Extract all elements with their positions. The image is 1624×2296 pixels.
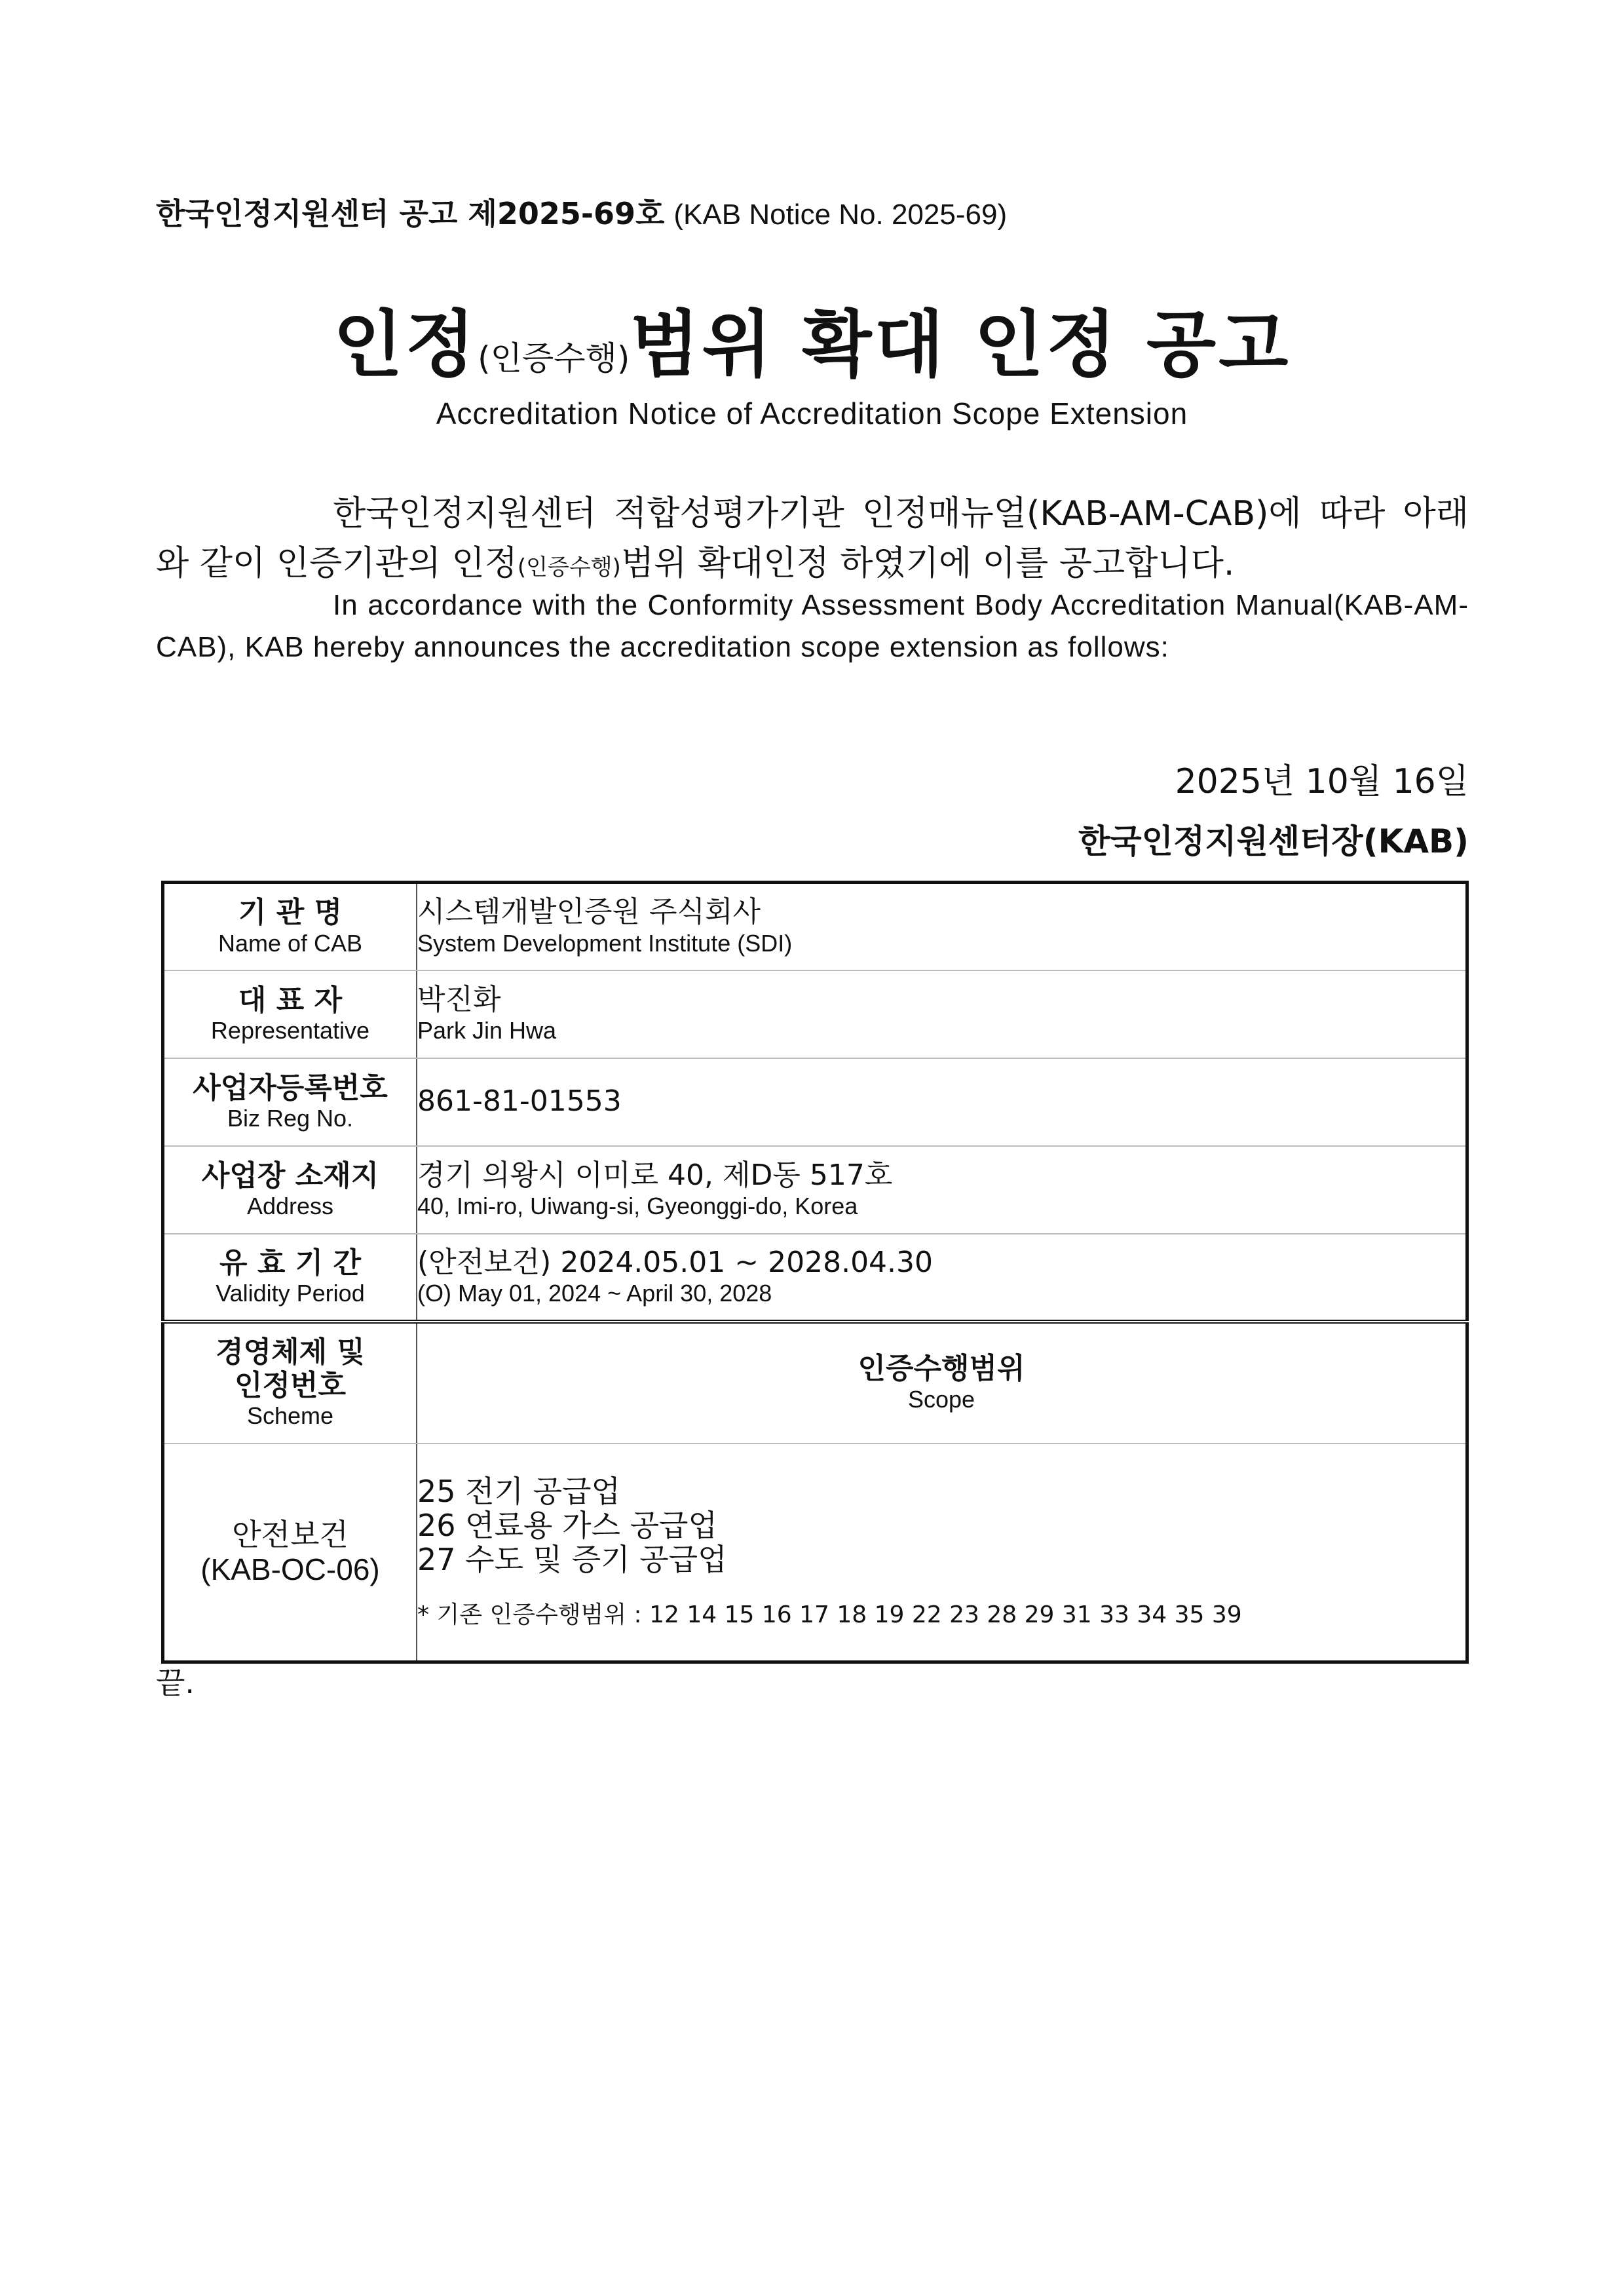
scope-header-en: Scope — [907, 1386, 975, 1413]
value-cell — [417, 883, 1467, 970]
value-cell — [417, 1234, 1467, 1322]
label-ko: 유 효 기 간 — [219, 1246, 361, 1280]
label-cell — [163, 1146, 417, 1234]
table-row-address — [163, 1146, 1467, 1234]
scheme-header-cell — [163, 1322, 417, 1444]
value-cell — [417, 970, 1467, 1058]
value-cell — [417, 1058, 1467, 1146]
notice-number-ko: 한국인정지원센터 공고 제2025-69호 — [156, 196, 665, 231]
scheme-name: 안전보건 — [232, 1516, 349, 1552]
title-part2: 범위 확대 인정 공고 — [630, 303, 1291, 387]
label-en: Representative — [210, 1017, 370, 1044]
end-mark: 끝. — [156, 1665, 195, 1700]
label-en: Address — [246, 1193, 334, 1220]
table-row-cab-name — [163, 883, 1467, 970]
body-ko-part2: 범위 확대인정 하였기에 이를 공고합니다. — [620, 544, 1235, 583]
notice-number — [156, 190, 1007, 233]
label-ko: 기 관 명 — [238, 896, 343, 930]
value-en: (O) May 01, 2024 ~ April 30, 2028 — [417, 1280, 772, 1307]
notice-number-en: (KAB Notice No. 2025-69) — [673, 199, 1008, 231]
value-en: 40, Imi-ro, Uiwang-si, Gyeonggi-do, Korea — [417, 1193, 858, 1220]
table-row-representative — [163, 970, 1467, 1058]
label-cell — [163, 970, 417, 1058]
label-ko: 사업자등록번호 — [193, 1071, 388, 1105]
scope-item: 27 수도 및 증기 공급업 — [417, 1542, 727, 1578]
scheme-header-ko-1: 경영체제 및 — [216, 1335, 365, 1369]
existing-scope-note: * 기존 인증수행범위 : 12 14 15 16 17 18 19 22 23 28 29 31 33 34 35 39 — [417, 1601, 1242, 1629]
scope-item: 25 전기 공급업 — [417, 1474, 620, 1510]
scheme-header-en: Scheme — [246, 1402, 334, 1430]
title-part1: 인정 — [333, 303, 478, 387]
scope-header-cell — [417, 1322, 1467, 1444]
value-ko: 경기 의왕시 이미로 40, 제D동 517호 — [417, 1158, 893, 1192]
value-en: Park Jin Hwa — [417, 1017, 557, 1044]
table-row-validity — [163, 1234, 1467, 1322]
label-cell — [163, 1234, 417, 1322]
body-text-en — [156, 584, 1469, 668]
table-row-scheme — [163, 1444, 1467, 1662]
scope-cell — [417, 1444, 1467, 1662]
label-en: Name of CAB — [217, 929, 363, 957]
scheme-cell — [163, 1444, 417, 1662]
issuer: 한국인정지원센터장(KAB) — [1078, 822, 1469, 860]
body-ko-small: (인증수행) — [517, 554, 621, 581]
accreditation-table — [161, 881, 1469, 1664]
scheme-code: (KAB-OC-06) — [200, 1552, 380, 1586]
value-cell — [417, 1146, 1467, 1234]
table-row-biz-reg — [163, 1058, 1467, 1146]
value-ko: 시스템개발인증원 주식회사 — [417, 895, 761, 929]
label-ko: 사업장 소재지 — [201, 1158, 379, 1193]
value-ko: (안전보건) 2024.05.01 ~ 2028.04.30 — [417, 1245, 934, 1279]
label-en: Biz Reg No. — [227, 1105, 354, 1132]
label-cell — [163, 883, 417, 970]
label-cell — [163, 1058, 417, 1146]
value-ko: 861-81-01553 — [417, 1084, 622, 1119]
label-en: Validity Period — [216, 1280, 365, 1307]
scheme-header-ko-2: 인정번호 — [234, 1368, 346, 1402]
title-small: (인증수행) — [478, 339, 630, 377]
value-en: System Development Institute (SDI) — [417, 929, 793, 957]
page-subtitle: Accreditation Notice of Accreditation Scope Extension — [436, 396, 1188, 430]
body-en-text: In accordance with the Conformity Assessment Body Accreditation Manual(KAB-AM-CAB), KAB hereby announces the accreditation scope extension as follows: — [156, 589, 1469, 663]
body-text-ko — [156, 489, 1469, 592]
label-ko: 대 표 자 — [238, 983, 343, 1017]
notice-date: 2025년 10월 16일 — [1175, 762, 1469, 801]
table-header-row — [163, 1322, 1467, 1444]
value-ko: 박진화 — [417, 982, 501, 1016]
body-ko-part1: 한국인정지원센터 적합성평가기관 인정매뉴얼(KAB-AM-CAB)에 따라 아래와 같이 인증기관의 인정 — [156, 494, 1469, 583]
page-title — [0, 287, 1624, 391]
scope-header-ko: 인증수행범위 — [858, 1351, 1025, 1385]
scope-item: 26 연료용 가스 공급업 — [417, 1508, 717, 1544]
